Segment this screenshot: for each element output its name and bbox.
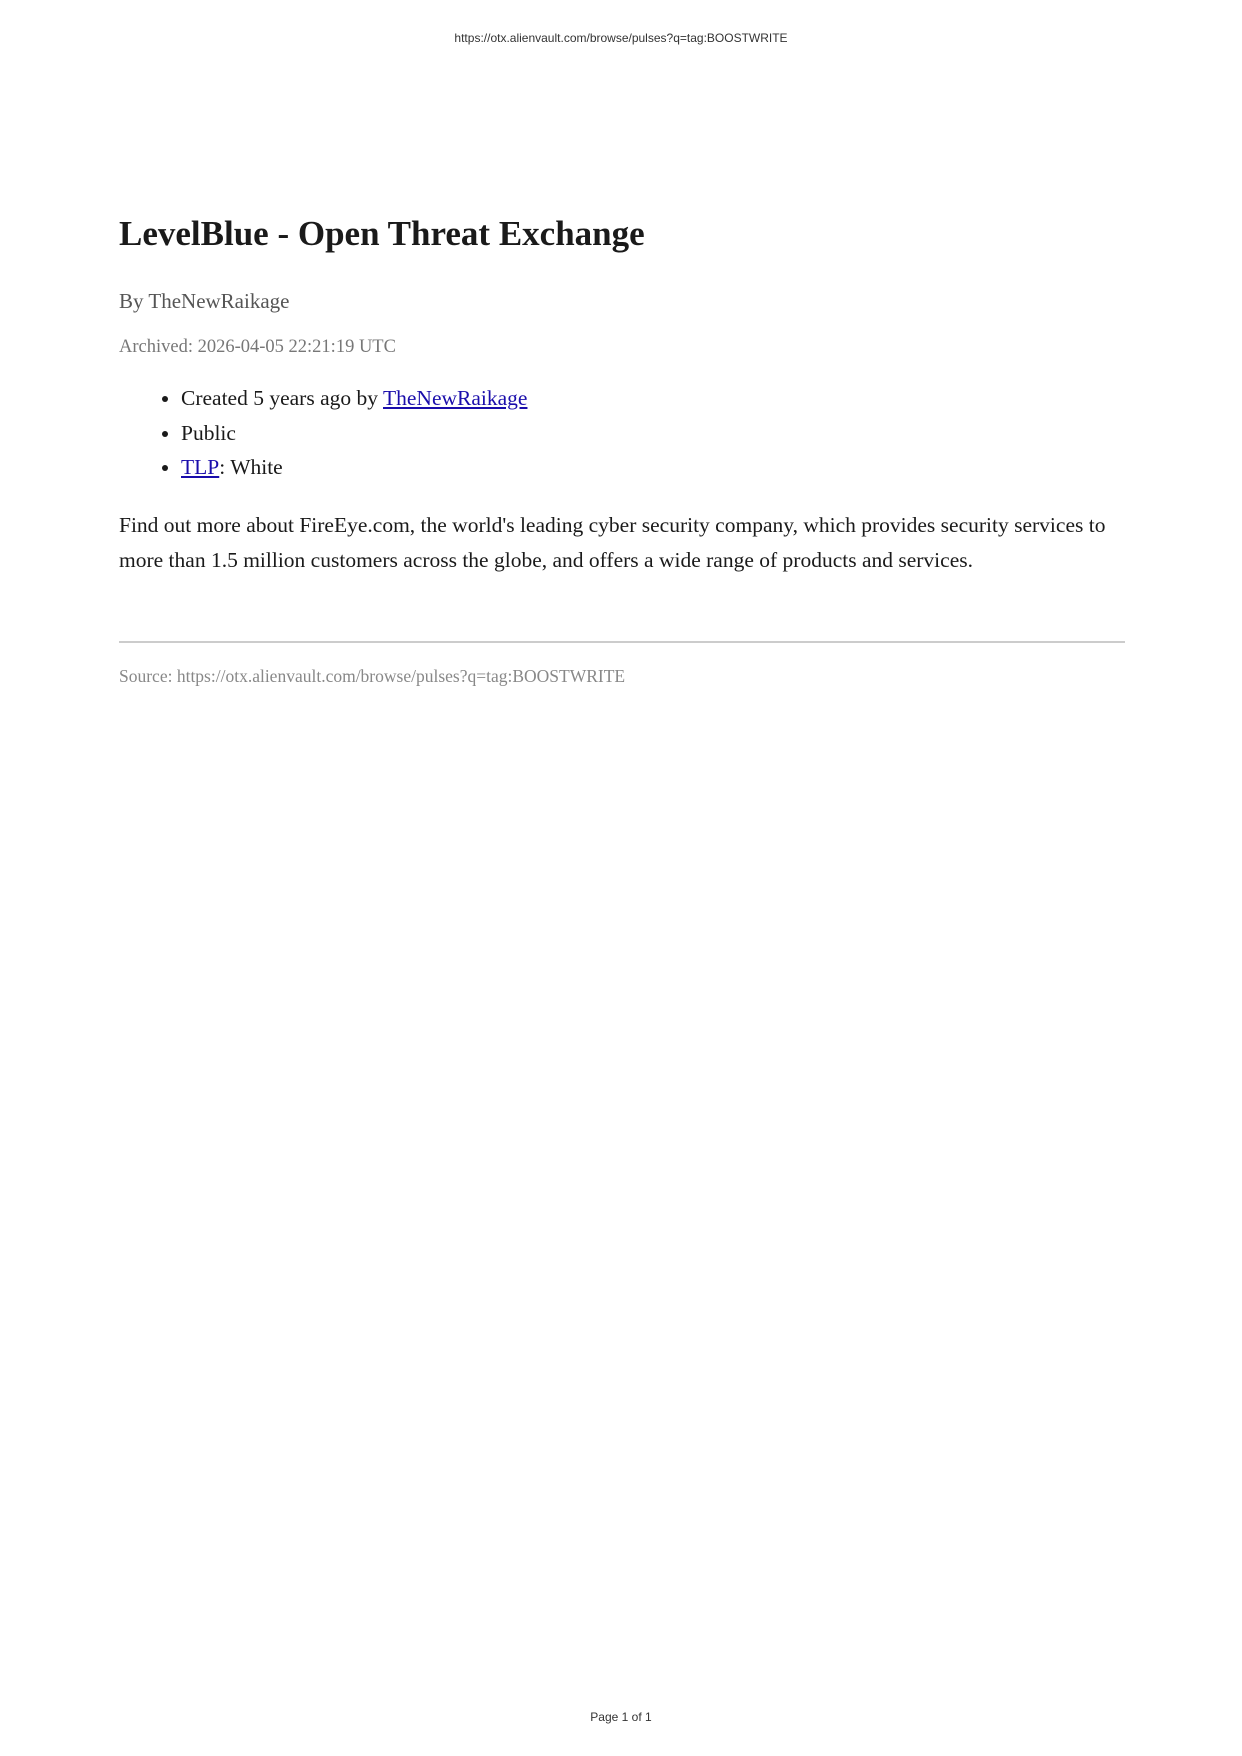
print-header-url: https://otx.alienvault.com/browse/pulses?q=tag:BOOSTWRITE: [454, 31, 788, 45]
list-item-tlp: [181, 450, 1125, 485]
pulse-meta-list: [119, 381, 1125, 485]
divider: [119, 641, 1125, 643]
source-line: Source: https://otx.alienvault.com/browse/pulses?q=tag:BOOSTWRITE: [119, 665, 626, 686]
article: [119, 210, 1125, 688]
page-title: LevelBlue - Open Threat Exchange: [119, 214, 645, 253]
page-number: Page 1 of 1: [590, 1710, 652, 1724]
author-link[interactable]: TheNewRaikage: [383, 386, 528, 410]
created-label: Created 5 years ago by: [181, 386, 383, 410]
list-item-visibility: [181, 416, 1125, 451]
archived-timestamp: Archived: 2026-04-05 22:21:19 UTC: [119, 337, 396, 357]
visibility-label: Public: [181, 420, 236, 445]
pulse-description: Find out more about FireEye.com, the world's leading cyber security company, which provides security services to more than 1.5 million customers across the globe, and offers a wide range of products and services.: [119, 512, 1106, 572]
tlp-link[interactable]: TLP: [181, 455, 220, 479]
tlp-value: : White: [219, 455, 283, 479]
list-item-created: [181, 381, 1125, 416]
byline: By TheNewRaikage: [119, 289, 290, 313]
